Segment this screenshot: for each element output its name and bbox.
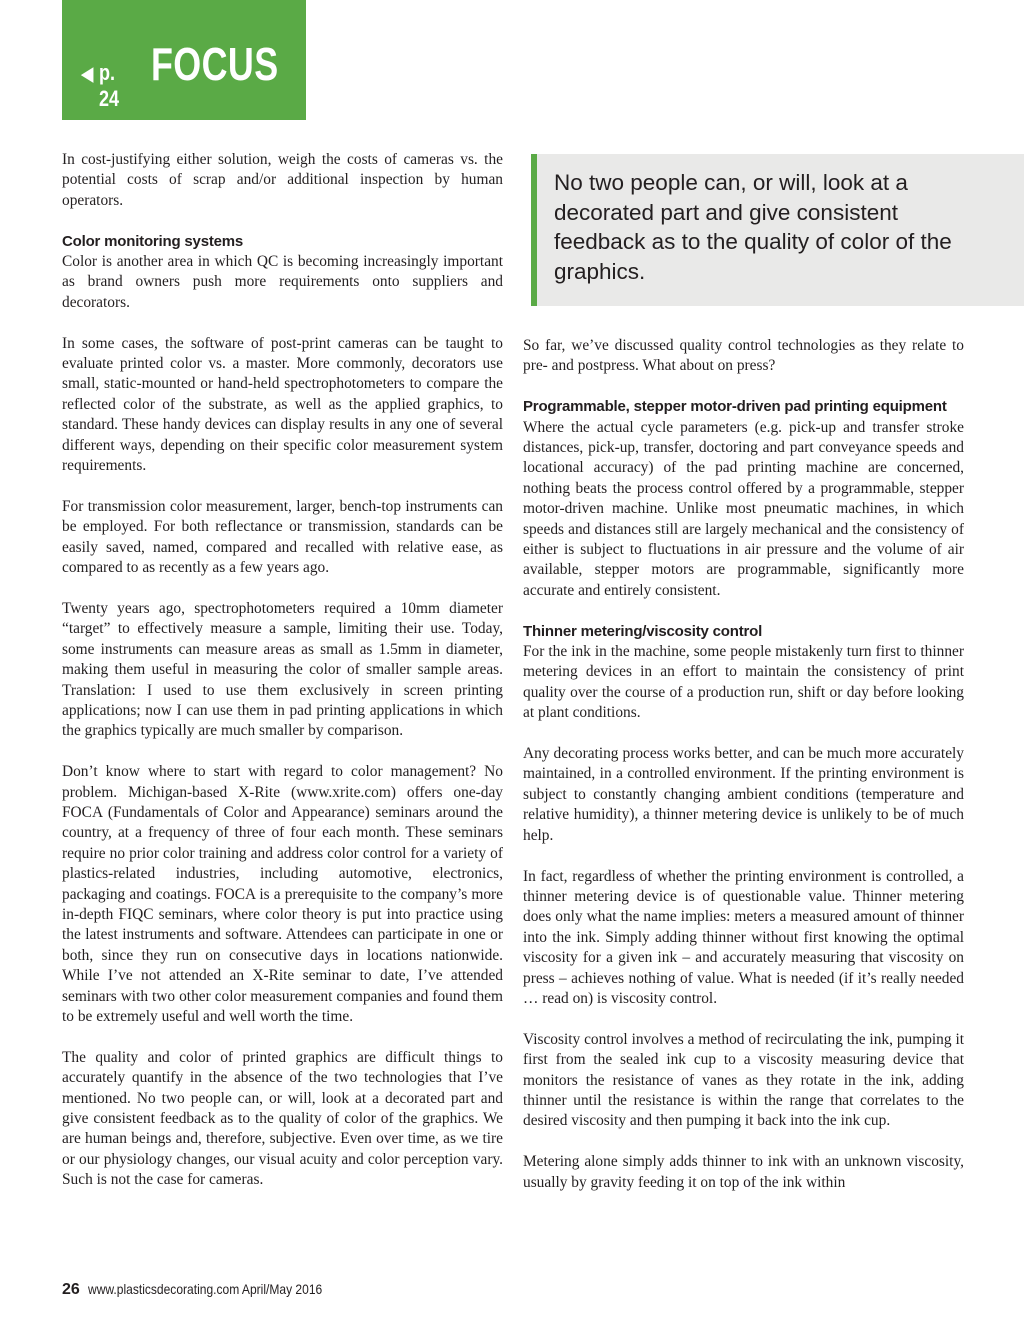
paragraph: Twenty years ago, spectrophotometers required a 10mm diameter “target” to effectively measure a sample, limiting their use. Today, some instruments can measure areas as small as 1.5mm in diameter, making them useful in measuring the color of smaller sample areas. Translation: I used to use them exclusively in screen printing applications; now I can use them in pad printing applications in which the graphics typically are much smaller by comparison. (62, 599, 503, 740)
pull-quote (531, 154, 1024, 306)
section-banner (62, 0, 306, 120)
paragraph: Viscosity control involves a method of recirculating the ink, pumping it first from the sealed ink cup to a viscosity measuring device that monitors the resistance of vanes as they rotate in the ink, adding thinner until the resistance is within the range that correlates to the desired viscosity and then pumping it back into the ink cup. (523, 1030, 964, 1130)
paragraph: Color is another area in which QC is becoming increasingly important as brand owners push more requirements onto suppliers and decorators. (62, 253, 503, 311)
page-number: 26 (62, 1281, 80, 1298)
paragraph: In some cases, the software of post-print cameras can be taught to evaluate printed color vs. a master. More commonly, decorators use small, static-mounted or hand-held spectrophotometers to compare the reflected color of the substrate, as well as the applied graphics, to standard. These handy devices can display results in any one of several different ways, depending on their specific color measurement system requirements. (62, 334, 503, 475)
page-footer (62, 1281, 360, 1299)
paragraph: In fact, regardless of whether the printing environment is controlled, a thinner metering device is of questionable value. Thinner metering does only what the name implies: meters a measured amount of thinner into the ink. Simply adding thinner without first knowing the optimal viscosity for a given ink – and accurately measuring that viscosity on press – achieves nothing of value. What is needed (if it’s really needed … read on) is viscosity control. (523, 867, 964, 1007)
paragraph: The quality and color of printed graphics are difficult things to accurately quantify in the absence of the two technologies that I’ve mentioned. No two people can, or will, look at a decorated part and give consistent feedback as to the quality of color of the graphics. We are human beings and, therefore, subjective. Even over time, as we tire or our physiology changes, our visual acuity and color perception vary. Such is not the case for cameras. (62, 1048, 503, 1189)
subheading-color-monitoring: Color monitoring systems (62, 232, 244, 250)
section-title: FOCUS (150, 38, 279, 90)
paragraph: For transmission color measurement, larger, bench-top instruments can be employed. For both reflectance or transmission, standards can be easily saved, named, compared and recalled with relative ease, as compared to as recently as a few years ago. (62, 497, 503, 577)
paragraph: For the ink in the machine, some people mistakenly turn first to thinner metering devices in an effort to maintain the consistency of print quality over the course of a production run, shift or day before looking at plant conditions. (523, 643, 964, 722)
paragraph: Where the actual cycle parameters (e.g. pick-up and transfer stroke distances, pick-up, transfer, doctoring and part conveyance speeds and locational accuracy) of the pad printing machine are concerned, nothing beats the process control offered by a programmable, stepper motor-driven machine. Unlike most pneumatic machines, in which speeds and distances still are largely mechanical and the consistency of either is subject to fluctuations in air pressure and the volume of air available, stepper motors are programmable, significantly more accurate and entirely consistent. (523, 418, 964, 599)
paragraph: In cost-justifying either solution, weigh the costs of cameras vs. the potential costs of scrap and/or additional inspection by human operators. (62, 151, 503, 209)
footer-publication-info: www.plasticsdecorating.com April/May 2016 (87, 1281, 323, 1297)
page-reference: p. 24 (98, 60, 119, 111)
subheading-pad-printing-equipment: Programmable, stepper motor-driven pad printing equipment (523, 398, 947, 416)
pull-quote-text: No two people can, or will, look at a decorated part and give consistent feedback as to the quality of color of the graphics. (554, 170, 952, 284)
banner-content (80, 37, 314, 112)
right-column (523, 336, 964, 1213)
back-arrow-icon: ◀ (81, 64, 94, 85)
paragraph: So far, we’ve discussed quality control technologies as they relate to pre- and postpress. What about on press? (523, 337, 964, 375)
paragraph: Any decorating process works better, and can be much more accurately maintained, in a controlled environment. If the printing environment is subject to constantly changing ambient conditions (temperature and relative humidity), a thinner metering device is unlikely to be of much help. (523, 745, 964, 844)
subheading-thinner-metering: Thinner metering/viscosity control (523, 622, 763, 640)
left-column (62, 150, 503, 1211)
paragraph: Don’t know where to start with regard to color management? No problem. Michigan-based X-Rite (www.xrite.com) offers one-day FOCA (Fundamentals of Color and Appearance) seminars around the country, at a frequency of three of four each month. These seminars require no prior color training and address color control for a variety of plastics-related industries, including automotive, electronics, packaging and coatings. FOCA is a prerequisite to the company’s more in-depth FIQC seminars, where color theory is put into practice using the latest instruments and software. Attendees can participate in one or both, since they run on consecutive days in locations nationwide. While I’ve not attended an X-Rite seminar to date, I’ve attended seminars with two other color measurement companies and found them to be extremely useful and well worth the time. (62, 763, 503, 1025)
paragraph: Metering alone simply adds thinner to ink with an unknown viscosity, usually by gravity feeding it on top of the ink within (523, 1153, 964, 1191)
